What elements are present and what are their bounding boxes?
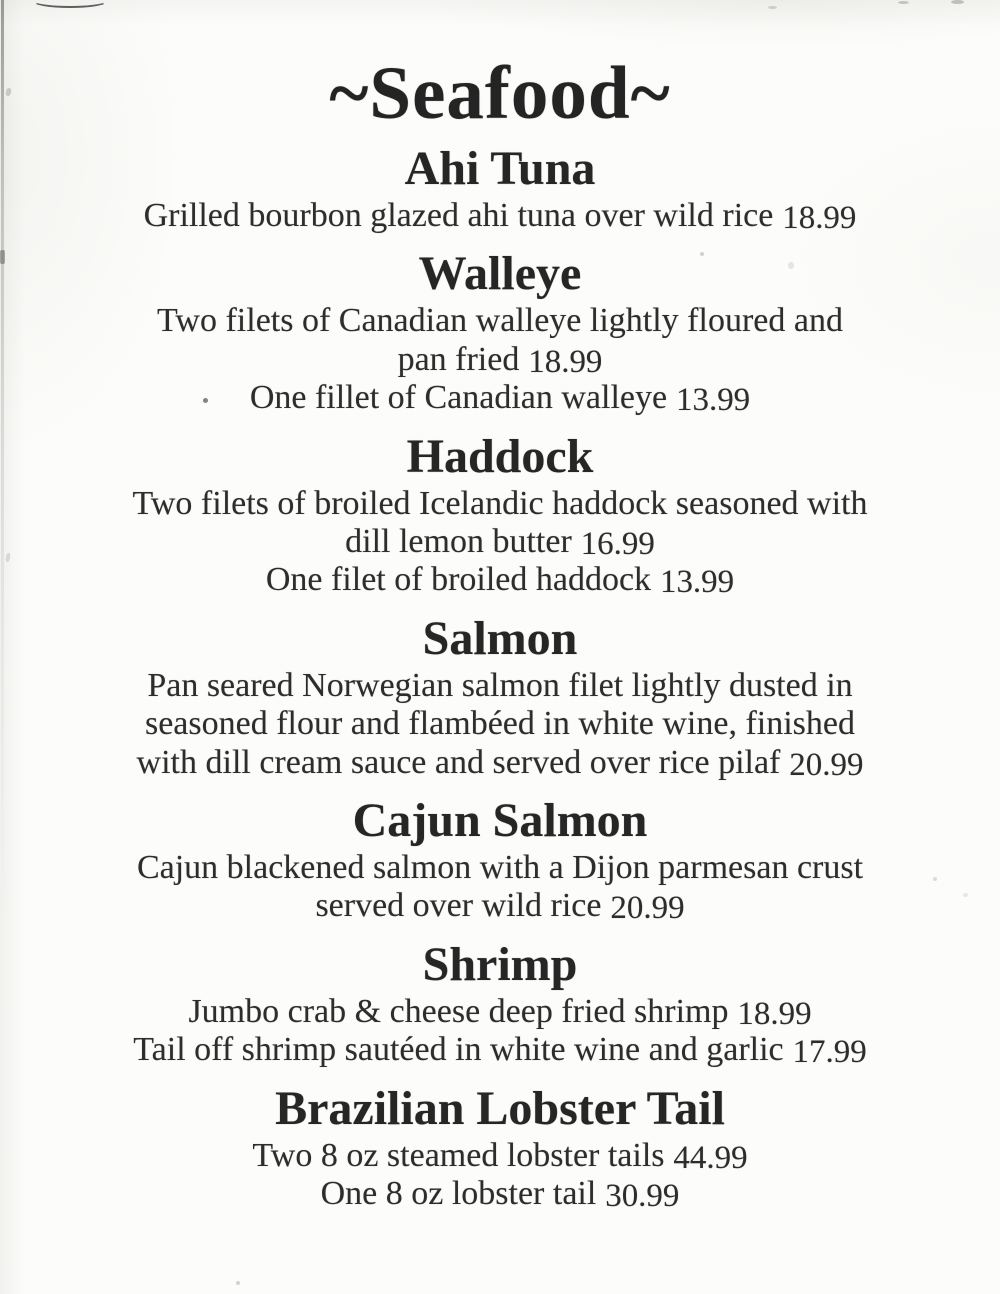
item-description: with dill cream sauce and served over rice pilaf [136, 743, 781, 781]
menu-line [0, 379, 1000, 417]
menu-line [0, 197, 1000, 235]
scan-artifact-speck [236, 1281, 240, 1285]
menu-section-walleye [0, 246, 1000, 417]
menu-line [0, 1031, 1000, 1069]
item-price: 20.99 [789, 746, 864, 783]
item-description: Two filets of Canadian walleye lightly floured and [157, 302, 843, 340]
menu-line [0, 302, 1000, 340]
item-description: pan fried [397, 340, 520, 378]
menu-line [0, 1137, 1000, 1175]
item-price: 13.99 [659, 564, 735, 601]
menu-line [0, 705, 1000, 743]
item-description: dill lemon butter [345, 523, 572, 561]
item-price: 18.99 [737, 995, 812, 1032]
section-heading: Shrimp [422, 937, 578, 991]
menu-section-salmon [0, 611, 1000, 782]
item-description: Jumbo crab & cheese deep fried shrimp [188, 992, 729, 1030]
item-description: Cajun blackened salmon with a Dijon parmesan crust [136, 849, 864, 887]
item-description: Grilled bourbon glazed ahi tuna over wild rice [143, 197, 774, 234]
section-heading: Ahi Tuna [404, 142, 596, 195]
menu-line [0, 1175, 1000, 1213]
menu-line [0, 744, 1000, 782]
item-description: Pan seared Norwegian salmon filet lightly dusted in [147, 666, 853, 704]
item-description: Two filets of broiled Icelandic haddock seasoned with [132, 484, 868, 522]
menu-line [0, 887, 1000, 925]
menu-title: ~Seafood~ [329, 52, 671, 135]
section-heading: Haddock [406, 429, 594, 483]
menu-section-ahi-tuna [0, 141, 1000, 235]
item-price: 17.99 [792, 1034, 867, 1071]
item-price: 44.99 [673, 1139, 748, 1176]
menu-line [0, 667, 1000, 705]
item-price: 18.99 [528, 343, 603, 380]
section-heading: Cajun Salmon [352, 794, 648, 848]
menu-section-shrimp [0, 937, 1000, 1070]
item-description: One 8 oz lobster tail [320, 1175, 597, 1213]
item-price: 20.99 [610, 890, 685, 927]
item-description: One filet of broiled haddock [265, 561, 652, 599]
menu-section-haddock [0, 429, 1000, 600]
menu-line [0, 341, 1000, 379]
item-price: 16.99 [580, 525, 655, 562]
item-price: 13.99 [675, 382, 751, 419]
section-heading: Salmon [422, 611, 578, 665]
menu-line [0, 849, 1000, 887]
menu-section-brazilian-lobster-tail [0, 1081, 1000, 1214]
menu-line [0, 523, 1000, 561]
item-description: seasoned flour and flambéed in white wine, finished [144, 705, 855, 743]
menu-line [0, 485, 1000, 523]
item-description: One fillet of Canadian walleye [249, 379, 668, 417]
item-price: 30.99 [605, 1177, 680, 1214]
item-price: 18.99 [782, 199, 857, 236]
menu-line [0, 993, 1000, 1031]
menu-line [0, 561, 1000, 599]
section-heading: Brazilian Lobster Tail [275, 1081, 725, 1135]
menu-section-cajun-salmon [0, 793, 1000, 926]
item-description: served over wild rice [315, 887, 602, 925]
item-description: Two 8 oz steamed lobster tails [252, 1136, 665, 1174]
item-description: Tail off shrimp sautéed in white wine and garlic [133, 1031, 784, 1069]
section-heading: Walleye [418, 247, 582, 301]
